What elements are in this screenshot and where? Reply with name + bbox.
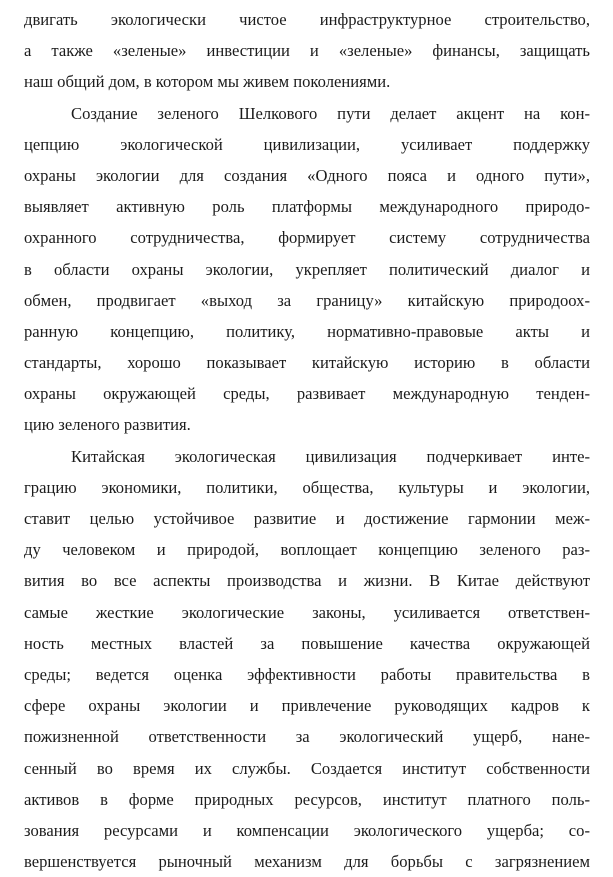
text-line: вершенствуется рыночный механизм для борьбы с загрязнением (24, 852, 590, 872)
text-line: сфере охраны экологии и привлечение руководящих кадров к (24, 696, 590, 716)
text-line: ставит целью устойчивое развитие и достижение гармонии меж- (24, 509, 590, 528)
text-line: охраны окружающей среды, развивает международную тенден- (24, 384, 590, 404)
text-line: пожизненной ответственности за экологический ущерб, нане- (24, 727, 590, 747)
text-line: ранную концепцию, политику, нормативно-правовые акты и (24, 321, 590, 341)
text-line: активов в форме природных ресурсов, институт платного поль- (24, 789, 590, 809)
text-line: выявляет активную роль платформы международного природо- (24, 197, 590, 217)
text-line: ду человеком и природой, воплощает концепцию зеленого раз- (24, 540, 590, 560)
text-line: ность местных властей за повышение качества окружающей (24, 633, 590, 653)
text-line: зования ресурсами и компенсации экологического ущерба; со- (24, 820, 590, 840)
document-page (24, 4, 590, 877)
text-line: цию зеленого развития. (24, 415, 191, 435)
text-line: Создание зеленого Шелкового пути делает акцент на кон- (71, 103, 590, 123)
paragraph-2 (24, 98, 590, 441)
text-line: цепцию экологической цивилизации, усиливает поддержку (24, 134, 590, 154)
text-line: двигать экологически чистое инфраструктурное строительство, (24, 10, 590, 29)
text-line: обмен, продвигает «выход за границу» китайскую природоох- (24, 290, 590, 310)
text-line: в области охраны экологии, укрепляет политический диалог и (24, 259, 590, 279)
paragraph-3 (24, 441, 590, 877)
text-line: а также «зеленые» инвестиции и «зеленые» финансы, защищать (24, 41, 590, 61)
text-line: самые жесткие экологические законы, усиливается ответствен- (24, 602, 590, 622)
text-line: среды; ведется оценка эффективности работы правительства в (24, 664, 590, 684)
text-line: стандарты, хорошо показывает китайскую историю в области (24, 353, 590, 373)
text-line: грацию экономики, политики, общества, культуры и экологии, (24, 477, 590, 497)
text-line: вития во все аспекты производства и жизни. В Китае действуют (24, 571, 590, 591)
text-line: охраны экологии для создания «Одного пояса и одного пути», (24, 165, 590, 185)
text-line: охранного сотрудничества, формирует систему сотрудничества (24, 228, 590, 248)
text-line: сенный во время их службы. Создается институт собственности (24, 758, 590, 778)
paragraph-1 (24, 4, 590, 98)
text-line: наш общий дом, в котором мы живем поколениями. (24, 72, 391, 92)
text-line: Китайская экологическая цивилизация подчеркивает инте- (71, 446, 590, 466)
